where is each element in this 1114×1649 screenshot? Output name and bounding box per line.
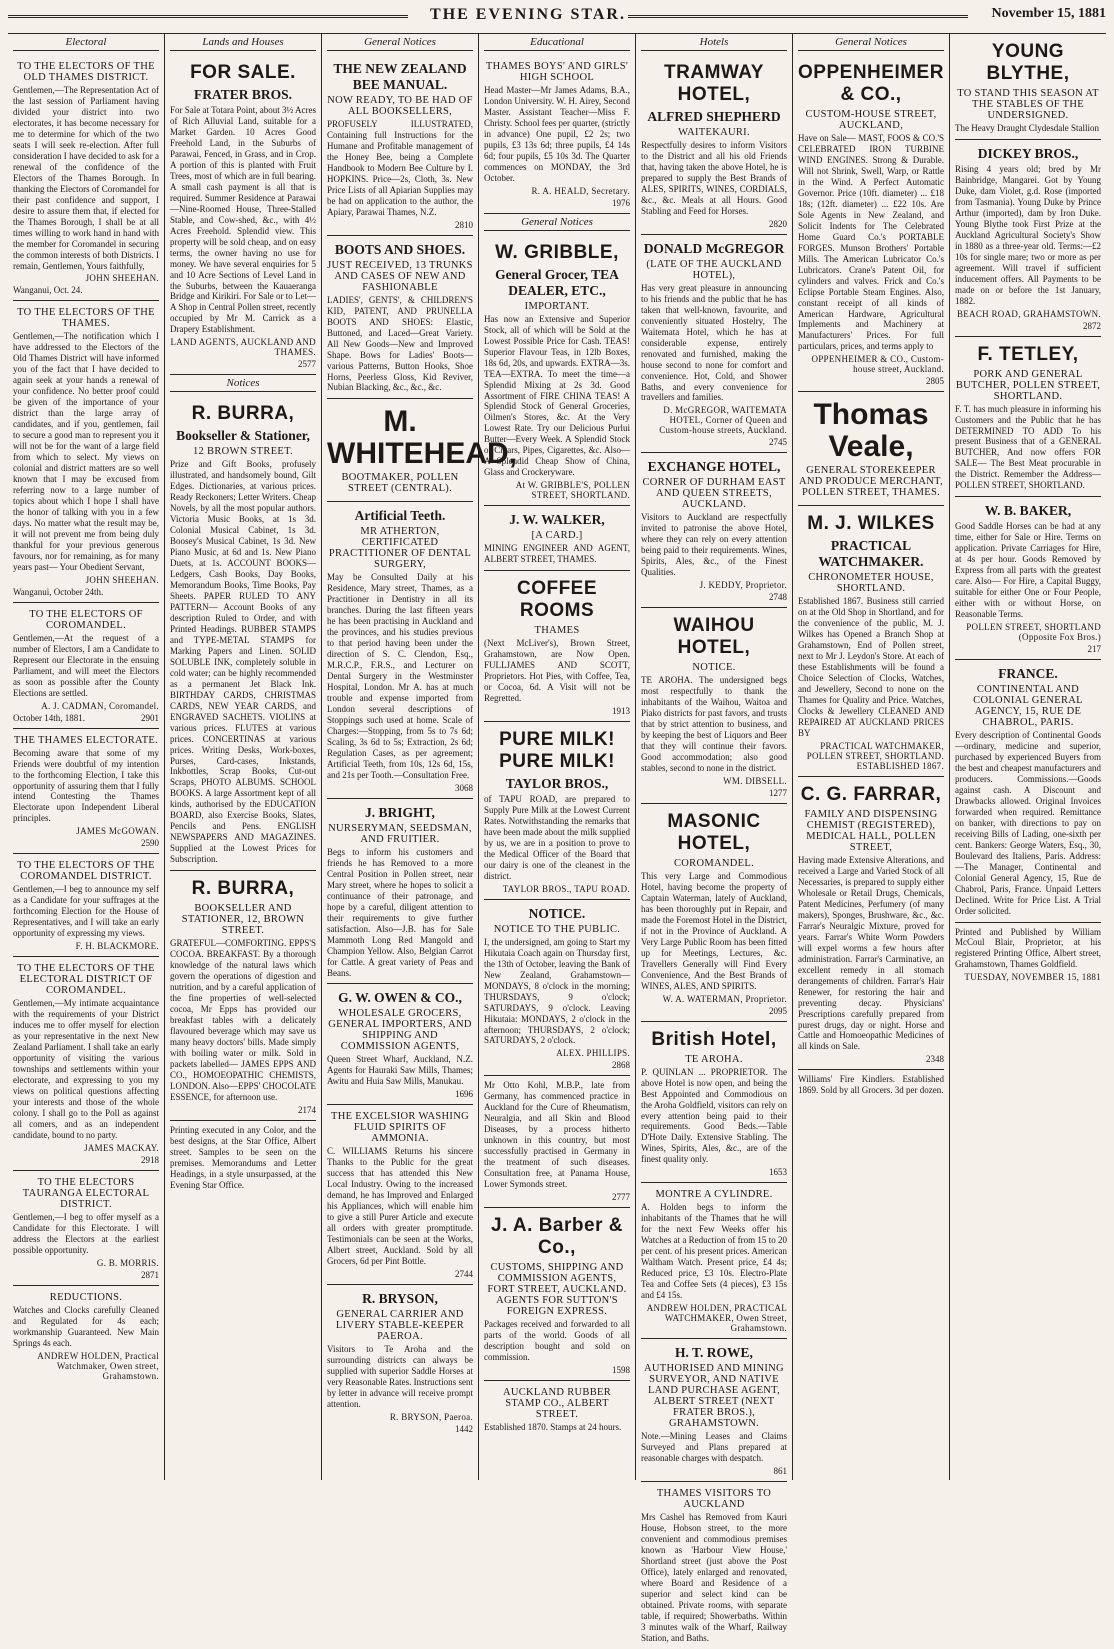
ad-body: Packages received and forwarded to all parts of the world. Goods of all description bought and sold on commission. <box>484 1319 630 1363</box>
advertisement <box>641 235 787 454</box>
ad-body: Have on Sale— MAST, FOOS & CO.'S CELEBRATED IRON TURBINE WIND ENGINES. Strong & Durable. Will not Shrink, Swell, Warp, or Rattle in the Wind. A Perfect Automatic Governor. Price (10ft. diameter) ... £18 18s; (12ft. diameter) ... £22 10s. Are Sole Agents in New Zealand, and Solicit Indents for The Celebrated Home Guard Co.'s PORTABLE FORGES. Munson Brothers' Portable Mills. The American Lubricator Co.'s Lubricators. Crane's Patent Oil, for cylinders and valves. Frick and Co.'s Eclipse Portable Steam Engines. Also, constant receipt of all kinds of American Hardware, Agricultural Implements and Machinery at Manufacturers' Prices. For full particulars, prices, and terms apply to <box>798 133 944 352</box>
advertisement <box>641 453 787 608</box>
advertisement <box>641 55 787 235</box>
ad-subheading: IMPORTANT. <box>524 300 590 312</box>
ad-number: 2095 <box>769 1005 787 1016</box>
ad-signature: W. A. WATERMAN, Proprietor. <box>662 993 787 1004</box>
ad-dateline <box>13 587 159 597</box>
ad-dateline <box>170 359 316 369</box>
ad-body: GRATEFUL—COMFORTING. EPPS'S COCOA. BREAKFAST. By a thorough knowledge of the natural laws which govern the operations of digestion and nutrition, and by a careful application of the fine properties of well-selected cocoa, Mr Epps has provided our breakfast tables with a delicately flavoured beverage which may save us many heavy doctors' bills. Made simply with boiling water or milk. Sold in packets labelled— JAMES EPPS AND CO., HOMOEOPATHIC CHEMISTS, LONDON. Also—EPPS' CHOCOLATE ESSENCE, for afternoon use. <box>170 938 316 1102</box>
advertisement <box>170 396 316 871</box>
ad-signature: JAMES McGOWAN. <box>76 826 159 837</box>
ad-body: Becoming aware that some of my Friends were doubtful of my intention to the forthcoming Election, I take this opportunity of assuring them that I fully intend Contesting the Thames Electorate upon Independent Liberal principles. <box>13 747 159 824</box>
ad-body: Gentlemen,—The Representation Act of the last session of Parliament having divided your district into two electorates, it has become necessary for me to determine for which of the two seats I will seek re-election. After full consideration I have decided to ask for a renewal of the confidence of the Electors of the Thames Borough. In thanking the Electors of Coromandel for their past confidence and support, I desire to assure them that, if elected for the Thames Borough, I shall be at all times willing to work hand in hand with the member for Coromandel in securing the common interests of both Districts. I remain, Gentlemen, Yours faithfully, <box>13 85 159 271</box>
ad-signature: G. B. MORRIS. <box>96 1257 159 1268</box>
ad-body: Gentlemen,—At the request of a number of Electors, I am a Candidate to Represent our Electorate in the ensuing Parliament, and will meet the Electors as soon as possible after the County Elections are settled. <box>13 632 159 698</box>
advertisement <box>798 1070 944 1101</box>
ad-dateline <box>327 1089 473 1099</box>
ad-signature: JOHN SHEEHAN. <box>85 574 159 585</box>
ad-signature: At W. GRIBBLE'S, POLLEN STREET, SHORTLAND. <box>515 480 630 501</box>
ad-body: This very Large and Commodious Hotel, having become the property of Captain Waterman, lately of Auckland, has been thoroughly put in Repair, and made the Foremost Hotel in the District, if not in the Province of Auckland. A Very Large Public Room has been fitted up for Meetings, Lectures, &c. Travellers Generally will Find Every Convenience, And the Best Brands of WINES, ALES, AND SPIRITS. <box>641 870 787 991</box>
ad-name: J. W. WALKER, <box>509 512 605 528</box>
ad-body: Gentlemen,—I beg to offer myself as a Candidate for this Electorate. I will address the Electors at the earliest possible opportunity. <box>13 1211 159 1255</box>
advertisement <box>327 1105 473 1285</box>
ad-subheading: MONTRE A CYLINDRE. <box>655 1189 773 1201</box>
ad-heading: THE THAMES ELECTORATE. <box>13 734 159 746</box>
ad-signature: F. H. BLACKMORE. <box>75 941 159 952</box>
ad-body: Gentlemen,—The notification which I have addressed to the Electors of the Old Thames District will have informed you of the fact that I have decided to again seek at your hands a renewal of your confidence. No better proof could be given of the importance of your district than the large array of candidates, and if you, gentlemen, fail to secure a good man to represent you it will not be for the want of a large field from which to select. My views on colonial and district matters are so well known that I may be excused from referring now to a large number of topics about which I hope I shall have the honor of talking with you in a few days. No matter what the result may be, it will not prevent me from being duly thankful for your previous generous favours, nor for remaining, as for many years past— Your Obedient Servant, <box>13 331 159 572</box>
ad-display-name: TRAMWAY HOTEL, <box>664 62 764 105</box>
advertisement <box>13 957 159 1171</box>
ad-number: 3068 <box>455 782 473 793</box>
advertisement <box>484 571 630 722</box>
advertisement <box>170 55 316 375</box>
ad-body: Has very great pleasure in announcing to his friends and the public that he has taken that well-known, favourite, and conveniently situated Hostelry, The Waitemata Hotel, which he has at considerable expense, entirely renovated and furnished, making the house second to none for comfort and convenience. Hot, Cold, and Shower Baths, and every convenience for travellers and families. <box>641 282 787 403</box>
ad-name: R. BRYSON, <box>362 1291 438 1307</box>
ad-number: 2744 <box>455 1269 473 1280</box>
ad-body: Printed and Published by William McCoul Blair, Proprietor, at his registered Printing Office, Albert street, Grahamstown, Thames Goldfield. <box>955 926 1101 970</box>
advertisement <box>955 337 1101 498</box>
ad-name: TAYLOR BROS., <box>505 776 609 791</box>
ad-signature: POLLEN STREET, SHORTLAND (Opposite Fox Bros.) <box>966 622 1101 643</box>
newspaper-title: THE EVENING STAR. <box>430 6 626 23</box>
ad-number: 2745 <box>769 437 787 448</box>
ad-dateline <box>641 437 787 447</box>
ad-number: 1976 <box>612 197 630 208</box>
ad-body: C. WILLIAMS Returns his sincere Thanks to the Public for the great success that has attended this New Local Industry. Owing to the increased demand, he has Improved and Enlarged his Appliances, which will enable him to give a still Purer Article and execute all orders with greater promptitude. Testimonials can be seen at the Works, Albert street, Auckland. Sold by all Grocers, 6d per Pint Bottle. <box>327 1146 473 1267</box>
ad-dateline <box>13 838 159 848</box>
advertisement <box>641 1482 787 1649</box>
ad-name: FRANCE. <box>998 666 1058 682</box>
ad-display-name: C. G. FARRAR, <box>800 783 942 805</box>
advertisement <box>327 984 473 1105</box>
section-heading: General Notices <box>798 34 944 51</box>
column-7 <box>950 34 1106 1480</box>
ad-display-name: British Hotel, <box>651 1028 777 1050</box>
ad-name: NOTICE. <box>528 905 586 921</box>
advertisement <box>798 55 944 392</box>
ad-dateline <box>641 1006 787 1016</box>
ad-subheading: FAMILY AND DISPENSING CHEMIST (REGISTERED), MEDICAL HALL, POLLEN STREET, <box>804 808 938 853</box>
ad-signature: LAND AGENTS, AUCKLAND AND THAMES. <box>170 337 316 358</box>
column-4 <box>479 34 636 1480</box>
ad-name: J. BRIGHT, <box>365 804 435 820</box>
ad-display-name: FOR SALE. <box>190 62 296 83</box>
advertisement <box>955 660 1101 922</box>
ad-body: Watches and Clocks carefully Cleaned and Regulated for 4s each; workmanship Guaranteed. New Main Springs 4s each. <box>13 1304 159 1348</box>
ad-name: BOOTS AND SHOES. <box>334 241 466 257</box>
ad-display-name: OPPENHEIMER & CO., <box>798 62 944 105</box>
ad-display-name: J. A. Barber & Co., <box>491 1215 623 1259</box>
ad-display-name: YOUNG BLYTHE, <box>986 41 1070 84</box>
ad-body: Printing executed in any Color, and the best designs, at the Star Office, Albert street. Samples to be seen on the premises. Memorandums and Letter Headings, in a style unsurpassed, at the Evening Star Office. <box>170 1124 316 1190</box>
advertisement <box>798 506 944 777</box>
ad-display-name: M. WHITEHEAD, <box>327 405 517 470</box>
ad-subheading: NOTICE. <box>692 662 736 674</box>
advertisement <box>798 777 944 1070</box>
ad-dateline <box>484 706 630 716</box>
ad-body: May be Consulted Daily at his Residence, Mary street, Thames, as a Practitioner in Dentistry in all its branches. During the last fifteen years he has been practising in Auckland and the provinces, and his studies previous to that period having been under the direction of S. C. Clendon, Esq., M.R.C.P., F.R.S., and Lecturer on Dental Surgery in the Westminster Hospital, London. Mr A. has at much trouble and expense imported from London several descriptions of Stoppings such used at home. Scale of Charges:—Stopping, from 5s to 7s 6d; Scaling, 3s 6d to 5s; Extraction, 2s 6d; Regulation Cases, as per agreement; Artificial Teeth, from 10s, 12s 6d, 15s, and 21s per Tooth.—Consultation Free. <box>327 572 473 780</box>
ad-subheading: CUSTOMS, SHIPPING AND COMMISSION AGENTS, FORT STREET, AUCKLAND. AGENTS FOR SUTTON'S FOREIGN EXPRESS. <box>487 1262 627 1318</box>
ad-subheading: CUSTOM-HOUSE STREET, AUCKLAND, <box>805 109 937 131</box>
ad-body: Has now an Extensive and Superior Stock, all of which will be Sold at the Lowest Possible Price for Cash. TEAS! Superior Flavour Teas, in 12lb Boxes, 18s 6d, 20s, and upwards. EXTRA—3s. TEA—EXTRA. To meet the time—a Splendid Mixing at 2s 3d. Good Assortment of FIRE CHINA TEAS! A Splendid Stock of General Groceries, Oilmen's Stores, &c. At the Very Lowest Rate. Try our Delicious Purlui Butter—Every Week. A Splendid Stock of Cigars, Pipes, Cigarettes, &c. Also—A Splendid Cheap Show of China, Glass and Crockeryware. <box>484 313 630 478</box>
ad-display-name: R. BURRA, <box>191 403 295 425</box>
ad-body: Prize and Gift Books, profusely illustrated, and handsomely bound, Gilt Edges. Dictionaries, at various prices. Ready Reckoners; Letter Writers. Cheap Novels, by all the most popular authors. Victoria Music Books, at 1s 3d. Colonial Musical Cabinet, 1s 3d. Boosey's Musical Cabinet, 1s 3d. New Piano Music, at 6d and 1s. New Piano Duets, at 1s. ACCOUNT BOOKS— Ledgers, Cash Books, Day Books, Memorandum Books, Time Books, Pay Sheets. PAPER RULED TO ANY PATTERN— Account Books of any description Ruled to Order, and with Printed Headings. RUBBER STAMPS and TYPE-METAL STAMPS for Marking Papers and Linen. SOLID SOLUBLE INK, completely soluble in cold water; can be highly recommended as a permanent Jet Black Ink. BIRTHDAY CARDS, CHRISTMAS CARDS, NEW YEAR CARDS, and ENGRAVED SACHETS. VIOLINS at various prices. FLUTES at various prices. CONCERTINAS at various prices. Writing Desks, Work-boxes, Purses, Card-cases, Inkstands, Inkbottles, Scrap Books, Cut-out Scraps, PHOTO ALBUMS. SCHOOL BOOKS. A large Assortment kept of all kinds, authorised by the EDUCATION BOARD, also Exercise Books, Slates, Pencils and Pens. ENGLISH NEWSPAPERS AND MAGAZINES. Supplied at the Lowest Prices for Subscription. <box>170 459 316 865</box>
ad-subheading: WHOLESALE GROCERS, GENERAL IMPORTERS, AND SHIPPING AND COMMISSION AGENTS, <box>328 1008 472 1053</box>
ad-number: 1696 <box>455 1089 473 1100</box>
ad-display-name: WAIHOU HOTEL, <box>673 615 755 659</box>
advertisement <box>484 1076 630 1208</box>
ad-subheading: AUTHORISED AND MINING SURVEYOR, AND NATIVE LAND PURCHASE AGENT, ALBERT STREET (NEXT FRATER BROS.), GRAHAMSTOWN. <box>644 1363 784 1430</box>
ad-name: Artificial Teeth. <box>354 508 446 524</box>
ad-subheading: CORNER OF DURHAM EAST AND QUEEN STREETS, AUCKLAND. <box>642 477 786 511</box>
ad-body: Queen Street Wharf, Auckland, N.Z. Agents for Hauraki Saw Mills, Thames; Awitu and Huia Saw Mills, Manukau. <box>327 1054 473 1087</box>
advertisement <box>484 1381 630 1438</box>
ad-body: Gentlemen,—My intimate acquaintance with the requirements of your District induces me to offer myself for election as your representative in the next New Zealand Parliament. I shall take an early opportunity of visiting the various townships and settlements within your electorate, and expressing to you my views on political questions affecting your interests and those of the whole colony. I shall go to the Poll as against all comers, and as an independent candidate, bound to no party. <box>13 998 159 1140</box>
ad-dateline <box>641 1466 787 1476</box>
masthead-rule-left <box>8 15 408 18</box>
ad-body: Williams' Fire Kindlers. Established 1869. Sold by all Grocers. 3d per dozen. <box>798 1074 944 1096</box>
ad-number: 2748 <box>769 592 787 603</box>
ad-heading: TO THE ELECTORS OF THE THAMES. <box>17 307 155 330</box>
ad-heading: TO THE ELECTORS OF THE OLD THAMES DISTRICT. <box>17 61 155 83</box>
column-3 <box>322 34 517 1480</box>
ad-number: 2348 <box>926 1054 944 1065</box>
advertisement <box>484 900 630 1077</box>
ad-subheading: BOOTMAKER, POLLEN STREET (CENTRAL). <box>341 472 459 495</box>
advertisement <box>955 34 1101 140</box>
ad-name: DICKEY BROS., <box>977 145 1079 161</box>
ad-number: 2777 <box>612 1192 630 1203</box>
ad-signature: R. BRYSON, Paeroa. <box>389 1411 473 1422</box>
ad-dateline <box>13 285 159 295</box>
ad-subheading: AUCKLAND RUBBER STAMP CO., ALBERT STREET. <box>502 1387 612 1420</box>
advertisement <box>484 506 630 571</box>
ad-signature: JAMES MACKAY. <box>84 1142 159 1153</box>
column-2 <box>165 34 322 1480</box>
ad-name: W. B. BAKER, <box>984 503 1072 519</box>
ad-date: Wanganui, October 24th. <box>13 586 104 597</box>
ad-dateline <box>955 644 1101 654</box>
advertisement <box>641 1339 787 1482</box>
masthead-rule-right <box>628 15 968 18</box>
ad-heading: TO THE ELECTORS OF THE ELECTORAL DISTRICT OF COROMANDEL. <box>17 963 155 997</box>
ad-dateline <box>641 1167 787 1177</box>
ad-dateline <box>327 783 473 793</box>
ad-number: 2590 <box>141 838 159 849</box>
ad-body: Mrs Cashel has Removed from Kauri House, Hobson street, to the more convenient and commodious premises known as 'Harbour View House,' Shortland street (just above the Post Office), lately enlarged and renovated, where Board and Residence of a superior and select kind can be obtained. Private rooms, with separate table, if required; Showerbaths. Within 3 minutes walk of the Wharf, Railway Station, and Baths. <box>641 1511 787 1643</box>
advertisement <box>798 392 944 506</box>
ad-display-name: PURE MILK! PURE MILK! <box>499 729 615 772</box>
ad-subheading: GENERAL STOREKEEPER AND PRODUCE MERCHANT, POLLEN STREET, THAMES. <box>798 465 944 499</box>
column-6 <box>793 34 950 1480</box>
ad-display-name: F. TETLEY, <box>977 343 1079 365</box>
ad-signature: A. J. CADMAN, Coromandel. <box>41 700 159 711</box>
advertisement <box>955 923 1101 988</box>
ad-body: MINING ENGINEER AND AGENT, ALBERT STREET, THAMES. <box>484 543 630 565</box>
ad-number: 2871 <box>141 1269 159 1280</box>
ad-heading: REDUCTIONS. <box>49 1291 123 1303</box>
ad-body: Having made Extensive Alterations, and received a Large and Varied Stock of all Necessaries, is prepared to supply either Wholesale or Retail Drugs, Chemicals, Patent Medicines, Perfumery (of many makers), Sponges, Brushware, &c., &c. Farrar's Neuralgic Mixture, proved for years. Farrar's White Worm Powders will expel worms a few hours after administration. Farrar's Carminative, an excellent remedy in all stomach derangements of children. Farrar's Hair Renewer, for restoring the hair and preventing decay. Physicians' Prescriptions carefully prepared from purest drugs, day or night. Horse and Cattle and Homoeopathic Medicines of all kinds on Sale. <box>798 854 944 1052</box>
ad-date: October 14th, 1881. <box>13 712 85 723</box>
advertisement <box>13 603 159 729</box>
ad-body: LADIES', GENTS', & CHILDREN'S KID, PATENT, AND PRUNELLA BOOTS AND SHOES: Elastic, Buttoned, and Laced—Great Variety. All New Goods—New and Improved Shape. Bows for Ladies' Boots—various Patterns, Button Hooks, Shoe Horns, Peerless Gloss, Kid Reviver, Nubian Blacking, &c., &c., &c. <box>327 294 473 393</box>
ad-body: Note.—Mining Leases and Claims Surveyed and Plans prepared at reasonable charges with despatch. <box>641 1431 787 1463</box>
advertisement <box>327 502 473 798</box>
ad-signature: PRACTICAL WATCHMAKER, POLLEN STREET, SHORTLAND. ESTABLISHED 1867. <box>806 740 944 771</box>
ad-name: H. T. ROWE, <box>675 1345 753 1361</box>
advertisement <box>955 140 1101 337</box>
advertisement <box>13 854 159 957</box>
ad-display-name: W. GRIBBLE, <box>495 241 619 263</box>
ad-dateline <box>327 1424 473 1434</box>
ad-signature: TUESDAY, NOVEMBER 15, 1881 <box>964 972 1101 983</box>
ad-dateline <box>955 321 1101 331</box>
ad-signature: J. KEDDY, Proprietor. <box>699 580 787 591</box>
ad-number: 2872 <box>1083 320 1101 331</box>
ad-subheading: THE EXCELSIOR WASHING FLUID SPIRITS OF AMMONIA. <box>331 1111 469 1145</box>
ad-dateline <box>484 1365 630 1375</box>
column-1 <box>8 34 165 1480</box>
ad-body: (Next McLiver's), Brown Street, Grahamstown, are Now Open. FULLJAMES AND SCOTT, Proprietors. Hot Pies, with Coffee, Tea, or Cocoa, 6d. A Visit will not be Regretted. <box>484 638 630 704</box>
column-5 <box>636 34 793 1643</box>
advertisement <box>641 804 787 1022</box>
ad-body: Gentlemen,—I beg to announce my self as a Candidate for your suffrages at the forthcoming Election for the House of Representatives, and I will take an early opportunity of expressing my views. <box>13 884 159 939</box>
ad-subheading: PORK AND GENERAL BUTCHER, POLLEN STREET, SHORTLAND. <box>955 368 1101 402</box>
advertisement <box>484 1208 630 1381</box>
ad-dateline <box>13 1270 159 1280</box>
advertisement <box>327 1285 473 1439</box>
advertisement <box>641 1183 787 1339</box>
ad-number: 2918 <box>141 1154 159 1165</box>
ad-body: Established 1867. Business still carried on at the Old Shop in Shortland, and for the convenience of the public, M. J. Wilkes has Opened a Branch Shop at Grahamstown, End of Pollen street, next to Mr J. Leydon's Store. At each of these Establishments will be found a Choice Selection of Clocks, Watches, and Jewellery, Second to none on the Thames for Quality and Price. Watches, Clocks & Jewellery CLEANED AND REPAIRED AT AUCKLAND PRICES BY <box>798 596 944 738</box>
ad-dateline <box>327 220 473 230</box>
ad-body: TE AROHA. The undersigned begs most respectfully to thank the inhabitants of the Waihou, Waitoa and Piako districts for past favors, and trusts that by strict attention to business, and by keeping the best of Liquors and Beer that they will continue their favors. Good accommodation; also good stables, second to none in the district. <box>641 675 787 773</box>
ad-subheading: [A CARD.] <box>531 530 583 542</box>
ad-number: 2901 <box>141 712 159 723</box>
advertisement <box>13 1286 159 1386</box>
ad-body: Good Saddle Horses can be had at any time, either for Sale or Hire. Terms on application. Private Carriages for Hire, at 4s per hour. Goods Removed by Express from all parts with the greatest care. Also— For Hire, a Capital Buggy, suitable for either One or Four People, either with or without Horse, on Reasonable Terms. <box>955 521 1101 620</box>
ad-body: Visitors to Auckland are respectfully invited to patronise the above Hotel, where they can rely on every attention being paid to their requirements. Wines, Spirits, Ales, &c., of the Finest Qualities. <box>641 512 787 578</box>
ad-date: Wanganui, Oct. 24. <box>13 285 83 296</box>
ad-signature: WM. DIBSELL. <box>723 775 787 786</box>
section-heading: General Notices <box>327 34 473 51</box>
advertisement <box>13 729 159 855</box>
ad-subheading: GENERAL CARRIER AND LIVERY STABLE-KEEPER PAEROA. <box>335 1309 465 1343</box>
ad-name: General Grocer, TEA DEALER, ETC., <box>495 266 619 298</box>
ad-subheading: NURSERYMAN, SEEDSMAN, AND FRUITIER. <box>328 822 472 845</box>
ad-dateline <box>327 1269 473 1279</box>
ad-number: 2868 <box>612 1060 630 1071</box>
ad-heading: TO THE ELECTORS OF COROMANDEL. <box>29 608 143 631</box>
ad-body: P. QUINLAN ... PROPRIETOR. The above Hotel is now open, and being the Best Appointed and Commodious on the Aroha Goldfield, visitors can rely on every attention being paid to their requirements. Good Beds.—Table D'Hote Daily. Extensive Stabling. The Wines, Spirits, Ales, &c., are of the finest quality only. <box>641 1066 787 1165</box>
ad-signature: TAYLOR BROS., TAPU ROAD. <box>502 883 630 894</box>
ad-dateline <box>13 1155 159 1165</box>
ad-body: Begs to inform his customers and friends he has Removed to a more Central Position in Pollen street, near Mary street, where he hopes to solicit a continuance of their patronage, and hope by a careful, diligent attention to their requirements to give further satisfaction. Also—J.B. has for Sale Mammoth Long Red Mangold and Champion Yellow. Also, Belgian Carrot for Cattle. A great variety of Peas and Beans. <box>327 846 473 978</box>
section-heading: Notices <box>170 375 316 392</box>
advertisement <box>484 722 630 900</box>
ad-number: 2577 <box>298 359 316 370</box>
ad-subheading: CONTINENTAL AND COLONIAL GENERAL AGENCY, 15, RUE DE CHABROL, PARIS. <box>973 684 1083 729</box>
advertisement <box>327 799 473 985</box>
section-heading: Lands and Houses <box>170 34 316 51</box>
ad-name: G. W. OWEN & CO., <box>338 990 462 1006</box>
ad-name: DONALD McGREGOR <box>643 240 785 256</box>
ad-body: Respectfully desires to inform Visitors to the District and all his old Friends that, having taken the above Hotel, he is prepared to supply the Best Brands of ALES, SPIRITS, WINES, CORDIALS, &c., &c. Meals at all Hours. Good Stabling and Feed for Horses. <box>641 140 787 216</box>
section-heading: Hotels <box>641 34 787 51</box>
ad-number: 1442 <box>455 1423 473 1434</box>
advertisement <box>13 301 159 602</box>
ad-name: EXCHANGE HOTEL, <box>647 459 781 475</box>
ad-subheading: NOTICE TO THE PUBLIC. <box>493 923 621 935</box>
masthead <box>8 4 1106 34</box>
section-heading: Educational <box>484 34 630 51</box>
ad-body: A. Holden begs to inform the inhabitants of the Thames that he will for the next Few Weeks offer his Watches at a Reduction of from 15 to 20 per cent. of his present prices. American Waltham Watch. Present price, £4 4s; Reduced price, £3 10s. Electro-Plate Tea and Coffee Sets (4 pieces), £3 15s and £4 15s. <box>641 1202 787 1301</box>
ad-signature: JOHN SHEEHAN. <box>85 273 159 284</box>
ad-subheading: THAMES BOYS' AND GIRLS' HIGH SCHOOL <box>485 61 629 83</box>
advertisement <box>13 55 159 301</box>
section-heading: General Notices <box>484 214 630 231</box>
section-heading: Electoral <box>13 34 159 51</box>
ad-number: 2820 <box>769 218 787 229</box>
ad-display-name: Thomas Veale, <box>813 398 929 463</box>
ad-body: F. T. has much pleasure in informing his Customers and the Public that he has DETERMINED TO ADD To his present Business that of a GENERAL BUTCHER, And now offers FOR SALE— The Best Meat procurable in the District. Remember the Address— POLLEN STREET, SHORTLAND. <box>955 403 1101 491</box>
ad-dateline <box>641 592 787 602</box>
ad-display-name: COFFEE ROOMS <box>516 578 598 622</box>
ad-signature: ANDREW HOLDEN, PRACTICAL WATCHMAKER, Owen Street, Grahamstown. <box>646 1303 787 1334</box>
ad-signature: OPPENHEIMER & CO., Custom-house street, Auckland. <box>811 354 944 375</box>
ad-body: Head Master—Mr James Adams, B.A., London University. W. H. Airey, Second Master. Assistant Teacher—Miss F. Christy. School fees per quarter, (strictly in advance) One pupil, £2 2s; two pupils, £3 13s 6d; three pupils, £4 14s 6d; four pupils, £5 10s 3d. The Quarter commences on MONDAY, the 3rd October. <box>484 85 630 183</box>
ad-number: 1598 <box>612 1365 630 1375</box>
ad-subheading: JUST RECEIVED, 13 TRUNKS AND CASES OF NEW AND FASHIONABLE <box>327 259 473 293</box>
ad-number: 2810 <box>455 219 473 230</box>
ad-name: FRATER BROS. <box>193 87 292 102</box>
ad-dateline <box>798 376 944 386</box>
ad-dateline <box>641 219 787 229</box>
ad-subheading: TE AROHA. <box>685 1053 743 1065</box>
ad-subheading: TO STAND THIS SEASON AT THE STABLES OF THE UNDERSIGNED. <box>957 88 1099 121</box>
ad-dateline <box>641 788 787 798</box>
advertisement <box>484 55 630 214</box>
ad-subheading: 12 BROWN STREET. <box>193 446 293 458</box>
ad-body: The Heavy Draught Clydesdale Stallion <box>955 123 1099 133</box>
ad-number: 861 <box>773 1465 787 1476</box>
ad-dateline <box>13 713 159 723</box>
advertisement <box>641 1022 787 1184</box>
ad-number: 217 <box>1087 644 1101 655</box>
ad-subheading: CHRONOMETER HOUSE, SHORTLAND. <box>808 572 934 595</box>
advertisement <box>327 55 473 236</box>
advertisement <box>170 871 316 1121</box>
ad-name: PRACTICAL WATCHMAKER. <box>818 538 924 570</box>
ad-subheading: THAMES <box>534 625 580 637</box>
ad-number: 1913 <box>612 706 630 716</box>
ad-subheading: MR ATHERTON, CERTIFICATED PRACTITIONER OF DENTAL SURGERY, <box>328 526 472 571</box>
ad-body: Visitors to Te Aroha and the surrounding districts can always be supplied with superior Saddle Horses at very Reasonable Rates. Instructions sent by letter in advance will receive prompt attention. <box>327 1344 473 1409</box>
ad-subheading: COROMANDEL. <box>673 857 754 869</box>
ad-signature: D. McGREGOR, WAITEMATA HOTEL, Corner of Queen and Custom-house streets, Auckland. <box>659 405 787 436</box>
ad-display-name: M. J. WILKES <box>807 513 935 535</box>
ad-heading: TO THE ELECTORS TAURANGA ELECTORAL DISTRICT. <box>22 1176 150 1210</box>
ad-name: ALFRED SHEPHERD <box>647 109 781 124</box>
ad-dateline <box>798 1054 944 1064</box>
ad-subheading: NOW READY, TO BE HAD OF ALL BOOKSELLERS, <box>327 95 473 117</box>
issue-date: November 15, 1881 <box>991 6 1106 21</box>
advertisement <box>484 235 630 507</box>
advertisement <box>641 608 787 804</box>
ad-dateline <box>170 1105 316 1115</box>
ad-dateline <box>484 1192 630 1202</box>
ad-body: of TAPU ROAD, are prepared to Supply Pure Milk at the Lowest Current Rates. Notwithstanding the remarks that have been made about the milk supplied by us, we are in a position to prove to the Medical Officer of the Board that our dairy is one of the cleanest in the district. <box>484 794 630 881</box>
ad-dateline <box>484 198 630 208</box>
ad-number: 1277 <box>769 787 787 798</box>
ad-signature: ALEX. PHILLIPS. <box>556 1048 630 1059</box>
ad-subheading: BOOKSELLER AND STATIONER, 12, BROWN STREET. <box>181 903 305 937</box>
ad-body: PROFUSELY ILLUSTRATED, Containing full Instructions for the Humane and Profitable management of the Honey Bee, being a Complete Handbook to Modern Bee Culture by I. HOPKINS. Price—2s, Cloth, 3s. New Price Lists of all Apiarian Supplies may be had on application to the author, the Apiary, Parawai Thames, N.Z. <box>327 119 473 217</box>
ad-name: THE NEW ZEALAND BEE MANUAL. <box>333 61 467 92</box>
ad-body: Established 1870. Stamps at 24 hours. <box>484 1422 622 1432</box>
ad-signature: ANDREW HOLDEN, Practical Watchmaker, Owen street, Grahamstown. <box>37 1350 159 1381</box>
ad-subheading: (LATE OF THE AUCKLAND HOTEL), <box>646 258 782 281</box>
advertisement <box>327 399 517 502</box>
ad-body: Every description of Continental Goods—ordinary, medicine and superior, purchased by experienced Buyers from the best and cheapest manufacturers and producers. Commissions.—Goods against cash. A Discount and Drawbacks allowed. Original Invoices forwarded when required. Remittance on banker, with directions to pay on receiving Bills of Lading, one-sixth per cent. Bankers: George Waters, Esq., 30, Boulevard des Italiens, Paris. Address:—The Manager, Continental and Colonial General Agency, 15, Rue de Chabrol, Paris, France. Unpaid Letters Declined. Write for Price List. A Trial Order solicited. <box>955 730 1101 916</box>
ad-body: I, the undersigned, am going to Start my Hikutaia Coach again on Thursday first, the 13th of October, leaving the Bank of New Zealand, Grahamstown— MONDAYS, 8 o'clock in the morning; THURSDAYS, 9 o'clock; SATURDAYS, 9 o'clock. Leaving Hikutaia: MONDAYS, 2 o'clock in the afternoon; THURSDAYS, 2 o'clock; SATURDAYS, 2 o'clock. <box>484 936 630 1046</box>
ad-dateline <box>484 1060 630 1070</box>
ad-body: Rising 4 years old; bred by Mr Bainbridge, Mangarei. Got by Young Duke, dam Violet, g.d. Rose (imported from Tasmania). Young Duke by Prince Arthur (imported), dam by Iron Duke. Young Blythe took First Prize at the Auckland Agricultural Society's Show in 1880 as a three-year old. Terms:—£2 10s for single mare; two or more as per agreement. Will travel if sufficient inducement offers. All Payments to be made on or before the 1st January, 1882. <box>955 163 1101 306</box>
ad-subheading: WAITEKAURI. <box>678 127 750 138</box>
advertisement <box>13 1171 159 1286</box>
advertisement <box>170 1121 316 1196</box>
ad-number: 2174 <box>298 1104 316 1115</box>
ad-body: For Sale at Totara Point, about 3½ Acres of Rich Alluvial Land, suitable for a Market Garden. 10 Acres Good Freehold Land, in the Suburbs of Parawai, Fenced, in Grass, and in Crop. A portion of this is planted with Fruit Trees, most of which are in full bearing. A small cash payment is all that is required. Summer Residence at Parawai—Nine-Roomed House, Three-Stalled Stable, and Cow-shed, &c., with 4½ Acres Freehold. Splendid view. This property will be sold cheap, and on easy terms, the owner having no use for money. We have several enquiries for 5 and 10 Acre Sections of Level Land in the Suburbs, between the Kauaeranga Bridge and Kirikiri. For Sale or to Let—A Shop in Central Pollen street, recently occupied by Mr M. Carrick as a Drapery Establishment. <box>170 105 316 335</box>
ad-signature: BEACH ROAD, GRAHAMSTOWN. <box>956 308 1101 319</box>
ad-heading: TO THE ELECTORS OF THE COROMANDEL DISTRICT. <box>17 860 155 883</box>
ad-number: 2805 <box>926 376 944 387</box>
advertisement <box>955 497 1101 660</box>
ad-number: 1653 <box>769 1167 787 1178</box>
ad-name: Bookseller & Stationer, <box>176 428 310 444</box>
advertisement <box>327 236 473 400</box>
ad-subheading: THAMES VISITORS TO AUCKLAND <box>656 1487 772 1510</box>
ad-display-name: R. BURRA, <box>191 878 295 900</box>
ad-display-name: MASONIC HOTEL, <box>667 810 761 854</box>
ad-signature: R. A. HEALD, Secretary. <box>531 185 630 196</box>
ad-body: Mr Otto Kohl, M.B.P., late from Germany, has commenced practice in Auckland for the Cure of Rheumatism, Neuralgia, and all Skin and Blood Diseases, by a process hitherto unknown in this country, but most successfully practised in Germany in the treatment of such diseases. Consultation free, at Panama House, Lower Symonds street. <box>484 1080 630 1190</box>
